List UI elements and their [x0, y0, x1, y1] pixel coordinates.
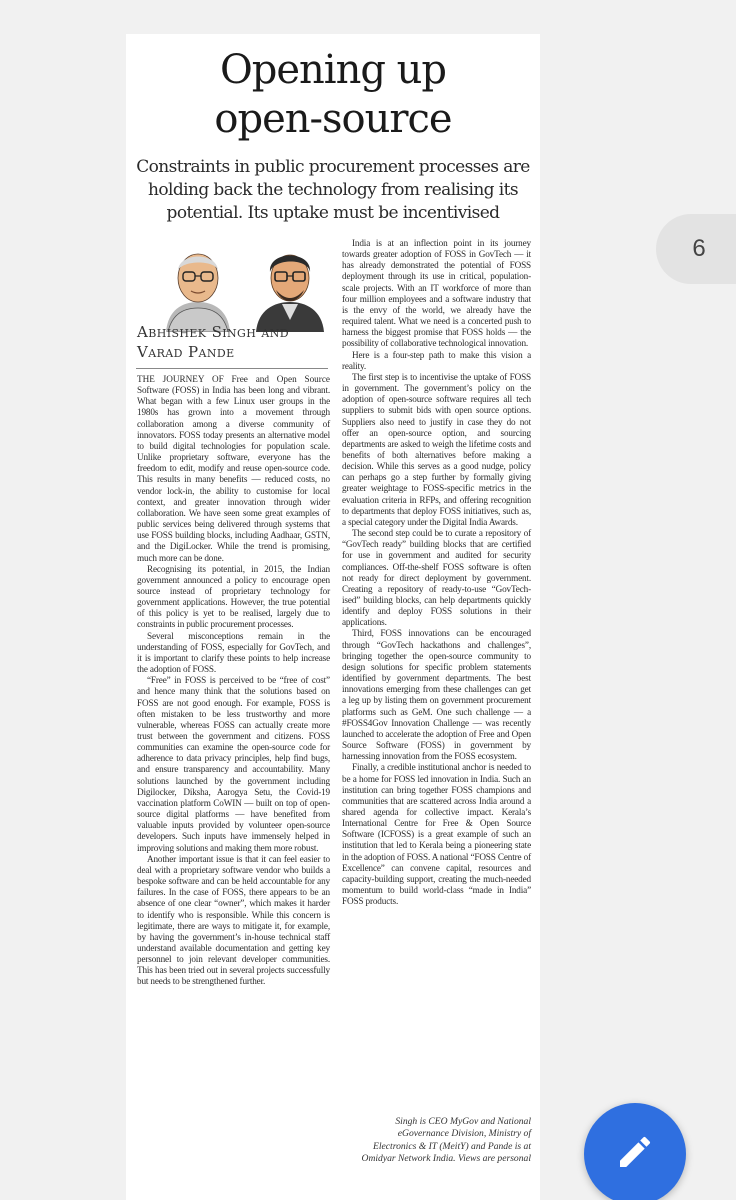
headline-line-2: open-source — [214, 96, 452, 142]
edit-button[interactable] — [584, 1103, 686, 1200]
author-portrait-varad-pande — [250, 240, 330, 332]
paragraph: Another important issue is that it can feel easier to deal with a proprietary software vendor who builds a bespoke software and can be held accountable for any failures. In the case of FOSS, there appears to be an absence of one clear “owner”, which makes it harder to identify who is responsible. While this concern is legitimate, there are ways to mitigate it, for example, by having the government’s in-house technical staff understand available documentation and getting key personnel to join relevant developer communities. This has been tried out in several projects successfully but needs to be strengthened further. — [137, 853, 330, 987]
paragraph — [137, 374, 330, 564]
headline — [126, 46, 540, 144]
paragraph: India is at an inflection point in its journey towards greater adoption of FOSS in GovTech — it has already demonstrated the potential of FOSS deployment through its use in critical, population-scale projects. With an IT workforce of more than four million employees and a software industry that is the envy of the world, we already have the required talent. What we need is a concerted push to harness the biggest promise that FOSS holds — the possibility of collaborative technological innovation. — [342, 238, 531, 349]
author-byline — [137, 322, 337, 362]
author-line-1: Abhishek Singh and — [137, 323, 289, 341]
page-number: 6 — [692, 235, 706, 262]
paragraph: The first step is to incentivise the uptake of FOSS in government. The government’s policy on the adoption of open-source software requires all tech suppliers to submit bids with open source options. Suppliers also need to justify in case they do not offer an open-source option, and sourcing departments are asked to weigh the lifetime costs and benefits of both alternatives before making a decision. While this serves as a good nudge, policy can perhaps go a step further by formally giving greater weightage to FOSS-specific metrics in the evaluation criteria in RFPs, and offering recognition to departments that deploy FOSS initiatives, such as, a special category under the Digital India Awards. — [342, 371, 531, 527]
paragraph-text: Software (FOSS) in India has been long and vibrant. What began with a few Linux user groups in the 1980s has grown into a movement through collaboration among a diverse community of innovators. FOSS today presents an alternative model to build digital technologies for population scale. Unlike proprietary software, everyone has the freedom to edit, modify and reuse open-source code. This results in many benefits — reduced costs, no vendor lock-in, the ability to customise for local context, and greater innovation through wider collaboration. We have seen some great examples of public services being delivered through systems that use FOSS building blocks, including Aadhaar, GSTN, and the DigiLocker. While the trend is promising, much more can be done. — [137, 385, 330, 563]
subheadline: Constraints in public procurement processes are holding back the technology from realising its potential. Its uptake must be incentivised — [136, 157, 530, 223]
paragraph: Here is a four-step path to make this vision a reality. — [342, 349, 531, 371]
byline-divider — [136, 368, 328, 369]
newspaper-page — [126, 34, 540, 1200]
paragraph: The second step could be to curate a repository of “GovTech ready” building blocks that are certified for use in government and audited for security compliances. Off-the-shelf FOSS software is often not ready for direct deployment by government. Creating a repository of ready-to-use “GovTech-ised” building blocks, can help departments quickly identify and deploy FOSS solutions in their applications. — [342, 528, 531, 628]
author-portrait-abhishek-singh — [158, 240, 238, 332]
paragraph: Third, FOSS innovations can be encouraged through “GovTech hackathons and challenges”, bringing together the open-source community to design solutions for specific problem statements identified by government departments. The best innovations emerging from these challenges can get a leg up by listing them on government procurement platforms such as GeM. One such challenge — a #FOSS4Gov Innovation Challenge — was recently launched to accelerate the adoption of Free and Open Source Software (FOSS) in government by harnessing innovation from the FOSS ecosystem. — [342, 628, 531, 762]
paragraph: Several misconceptions remain in the understanding of FOSS, especially for GovTech, and it is important to clarify these points to help increase the adoption of FOSS. — [137, 630, 330, 675]
paragraph: Recognising its potential, in 2015, the Indian government announced a policy to encourage open source instead of proprietary technology for government applications. However, the true potential of this policy is yet to be realised, largely due to constraints in public procurement processes. — [137, 563, 330, 630]
author-line-2: Varad Pande — [137, 343, 235, 361]
author-bio: Singh is CEO MyGov and National eGovernance Division, Ministry of Electronics & IT (MeitY) and Pande is at Omidyar Network India. Views are personal — [361, 1116, 531, 1164]
article-column-right — [342, 238, 531, 907]
paragraph: “Free” in FOSS is perceived to be “free of cost” and hence many think that the solutions based on FOSS are not good enough. For example, FOSS is often mistaken to be less trustworthy and more vulnerable, whereas FOSS can actually create more trust between the government and citizens. FOSS communities can examine the open-source code for adherence to data privacy principles, help find bugs, and ensure transparency and accountability. Many solutions launched by the government including Digilocker, Diksha, Aarogya Setu, the Covid-19 vaccination platform CoWIN — built on top of open-source digital platforms — have benefited from valuable inputs provided by volunteer open-source developers. Such inputs have immensely helped in improving solutions and making them more robust. — [137, 675, 330, 853]
page-number-indicator — [656, 214, 736, 284]
article-column-left — [137, 374, 330, 988]
pencil-icon — [615, 1132, 655, 1172]
author-portraits — [158, 240, 328, 332]
paragraph: Finally, a credible institutional anchor is needed to be a home for FOSS led innovation in India. Such an institution can bring together FOSS champions and communities that are scattered across India around a shared agenda for collective impact. Kerala’s International Centre for Free & Open Source Software (ICFOSS) is a great example of such an institution that led to Kerala being a pioneering state in the adoption of FOSS. A national “FOSS Centre of Excellence” can convene capital, resources and capacity-building support, creating the much-needed momentum to build world-class “made in India” FOSS products. — [342, 762, 531, 907]
lead-in: THE JOURNEY OF Free and Open Source — [137, 374, 330, 384]
headline-line-1: Opening up — [219, 47, 447, 93]
